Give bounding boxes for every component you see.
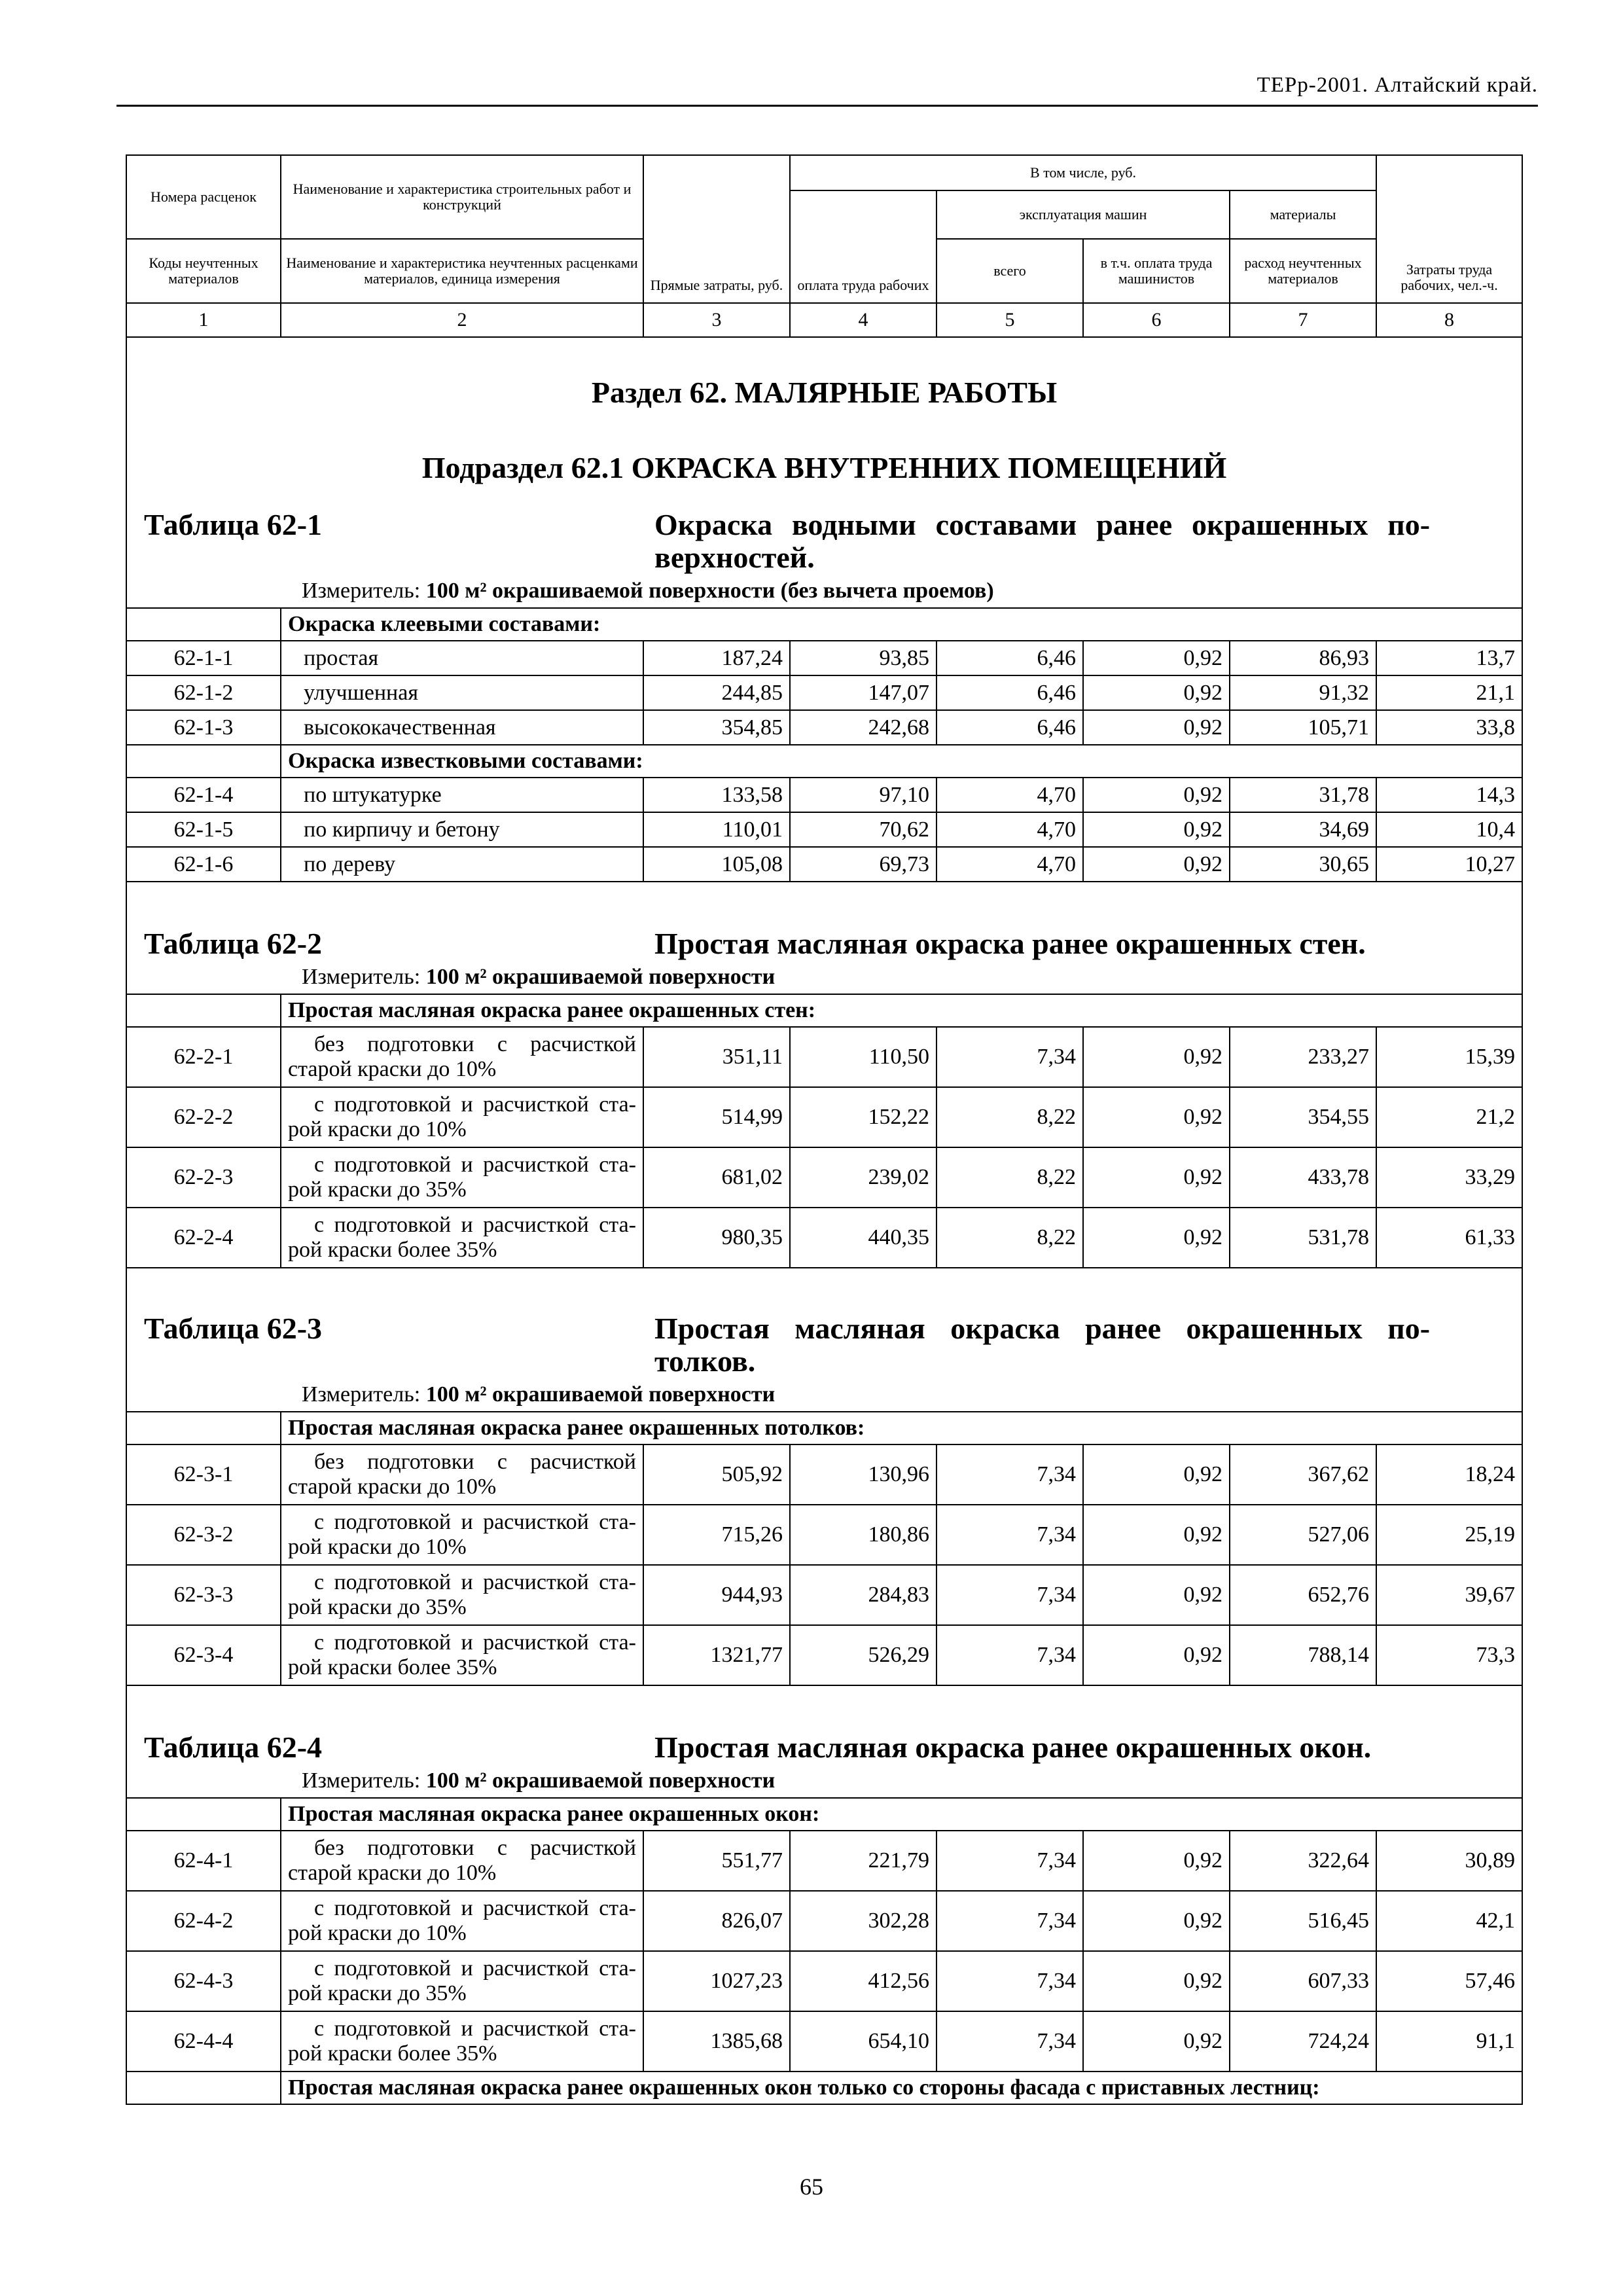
labor-costs: 91,1 — [1376, 2011, 1522, 2072]
direct-costs: 354,85 — [643, 710, 790, 745]
labor-costs: 73,3 — [1376, 1625, 1522, 1685]
work-name: с подготовкой и расчисткой ста-рой краски более 35% — [281, 1208, 643, 1268]
work-name: простая — [281, 641, 643, 675]
direct-costs: 133,58 — [643, 778, 790, 812]
work-name: с подготовкой и расчисткой ста-рой краски до 35% — [281, 1147, 643, 1208]
header-machines: эксплуатация машин — [936, 190, 1230, 239]
machinists-wages: 0,92 — [1083, 2011, 1230, 2072]
machines-total: 7,34 — [936, 2011, 1083, 2072]
header-labor-costs: Затраты труда рабочих, чел.-ч. — [1376, 155, 1522, 303]
direct-costs: 244,85 — [643, 675, 790, 710]
machinists-wages: 0,92 — [1083, 1565, 1230, 1625]
direct-costs: 551,77 — [643, 1831, 790, 1891]
table-title: Простая масляная окраска ранее окрашенных окон. — [654, 1731, 1372, 1764]
table-row — [126, 1565, 1522, 1625]
workers-wages: 130,96 — [790, 1444, 936, 1505]
work-name: улучшенная — [281, 675, 643, 710]
machines-total: 7,34 — [936, 1625, 1083, 1685]
machines-total: 7,34 — [936, 1505, 1083, 1565]
table-row — [126, 1208, 1522, 1268]
labor-costs: 10,4 — [1376, 812, 1522, 847]
header-rate-numbers: Номера расценок — [126, 155, 281, 239]
materials-consumption: 91,32 — [1230, 675, 1376, 710]
rate-code: 62-1-5 — [126, 812, 281, 847]
labor-costs: 57,46 — [1376, 1951, 1522, 2011]
direct-costs: 826,07 — [643, 1891, 790, 1951]
machinists-wages: 0,92 — [1083, 778, 1230, 812]
work-name: с подготовкой и расчисткой ста-рой краски более 35% — [281, 2011, 643, 2072]
header-material-codes: Коды неучтенных материалов — [126, 239, 281, 303]
work-name: по штукатурке — [281, 778, 643, 812]
running-header: ТЕРр-2001. Алтайский край. — [1257, 73, 1538, 97]
rate-code: 62-4-3 — [126, 1951, 281, 2011]
table-row — [126, 812, 1522, 847]
work-name: без подготовки с расчисткой старой краски до 10% — [281, 1027, 643, 1087]
labor-costs: 21,1 — [1376, 675, 1522, 710]
machinists-wages: 0,92 — [1083, 1831, 1230, 1891]
table-row — [126, 1027, 1522, 1087]
table-row — [126, 2011, 1522, 2072]
table-row — [126, 1444, 1522, 1505]
column-number: 3 — [643, 303, 790, 337]
rate-code: 62-1-4 — [126, 778, 281, 812]
direct-costs: 110,01 — [643, 812, 790, 847]
column-number: 6 — [1083, 303, 1230, 337]
header-incl: В том числе, руб. — [790, 155, 1376, 190]
work-name: с подготовкой и расчисткой ста-рой краски более 35% — [281, 1625, 643, 1685]
table-row — [126, 1891, 1522, 1951]
workers-wages: 440,35 — [790, 1208, 936, 1268]
work-name: по дереву — [281, 847, 643, 882]
labor-costs: 33,29 — [1376, 1147, 1522, 1208]
labor-costs: 15,39 — [1376, 1027, 1522, 1087]
workers-wages: 152,22 — [790, 1087, 936, 1147]
rate-code: 62-2-2 — [126, 1087, 281, 1147]
labor-costs: 10,27 — [1376, 847, 1522, 882]
machines-total: 7,34 — [936, 1831, 1083, 1891]
workers-wages: 70,62 — [790, 812, 936, 847]
direct-costs: 1321,77 — [643, 1625, 790, 1685]
workers-wages: 180,86 — [790, 1505, 936, 1565]
materials-consumption: 724,24 — [1230, 2011, 1376, 2072]
header-work-name: Наименование и характеристика строительных работ и конструкций — [281, 155, 643, 239]
machines-total: 4,70 — [936, 812, 1083, 847]
machines-total: 8,22 — [936, 1208, 1083, 1268]
workers-wages: 412,56 — [790, 1951, 936, 2011]
materials-consumption: 516,45 — [1230, 1891, 1376, 1951]
machinists-wages: 0,92 — [1083, 641, 1230, 675]
machinists-wages: 0,92 — [1083, 1891, 1230, 1951]
table-row — [126, 1951, 1522, 2011]
measure-label: Измеритель: — [302, 578, 421, 603]
rate-code: 62-4-1 — [126, 1831, 281, 1891]
work-name: без подготовки с расчисткой старой краски до 10% — [281, 1831, 643, 1891]
rate-code: 62-3-3 — [126, 1565, 281, 1625]
work-name: с подготовкой и расчисткой ста-рой краски до 35% — [281, 1565, 643, 1625]
header-material-names: Наименование и характеристика неучтенных расценками материалов, единица измерения — [281, 239, 643, 303]
machines-total: 7,34 — [936, 1951, 1083, 2011]
machinists-wages: 0,92 — [1083, 1147, 1230, 1208]
table-number: Таблица 62-1 — [144, 508, 323, 541]
workers-wages: 93,85 — [790, 641, 936, 675]
group-title: Простая масляная окраска ранее окрашенных стен: — [281, 994, 1522, 1027]
labor-costs: 33,8 — [1376, 710, 1522, 745]
materials-consumption: 354,55 — [1230, 1087, 1376, 1147]
workers-wages: 302,28 — [790, 1891, 936, 1951]
measure-value: 100 м² окрашиваемой поверхности — [425, 1382, 776, 1407]
machinists-wages: 0,92 — [1083, 1208, 1230, 1268]
machines-total: 4,70 — [936, 778, 1083, 812]
column-number: 8 — [1376, 303, 1522, 337]
table-row — [126, 1087, 1522, 1147]
table-title: Окраска водными составами ранее окрашенных по-верхностей. — [654, 508, 1431, 574]
machines-total: 8,22 — [936, 1147, 1083, 1208]
machines-total: 8,22 — [936, 1087, 1083, 1147]
direct-costs: 514,99 — [643, 1087, 790, 1147]
section-title: Раздел 62. МАЛЯРНЫЕ РАБОТЫ — [591, 376, 1058, 409]
rate-code: 62-2-1 — [126, 1027, 281, 1087]
page-number: 65 — [800, 2174, 823, 2200]
machines-total: 7,34 — [936, 1565, 1083, 1625]
labor-costs: 21,2 — [1376, 1087, 1522, 1147]
rate-code: 62-1-1 — [126, 641, 281, 675]
rate-code: 62-3-1 — [126, 1444, 281, 1505]
header-rule — [116, 105, 1538, 107]
table-number: Таблица 62-3 — [144, 1312, 323, 1345]
workers-wages: 69,73 — [790, 847, 936, 882]
machinists-wages: 0,92 — [1083, 675, 1230, 710]
labor-costs: 61,33 — [1376, 1208, 1522, 1268]
header-materials-consumption: расход неучтенных материалов — [1230, 239, 1376, 303]
materials-consumption: 30,65 — [1230, 847, 1376, 882]
work-name: с подготовкой и расчисткой ста-рой краски до 10% — [281, 1087, 643, 1147]
materials-consumption: 367,62 — [1230, 1444, 1376, 1505]
materials-consumption: 433,78 — [1230, 1147, 1376, 1208]
materials-consumption: 788,14 — [1230, 1625, 1376, 1685]
work-name: высококачественная — [281, 710, 643, 745]
rate-code: 62-1-6 — [126, 847, 281, 882]
work-name: по кирпичу и бетону — [281, 812, 643, 847]
workers-wages: 526,29 — [790, 1625, 936, 1685]
rate-code: 62-1-2 — [126, 675, 281, 710]
workers-wages: 284,83 — [790, 1565, 936, 1625]
labor-costs: 42,1 — [1376, 1891, 1522, 1951]
machines-total: 7,34 — [936, 1027, 1083, 1087]
group-title: Простая масляная окраска ранее окрашенных окон только со стороны фасада с приставных лестниц: — [281, 2072, 1522, 2104]
table-row — [126, 778, 1522, 812]
machinists-wages: 0,92 — [1083, 812, 1230, 847]
materials-consumption: 322,64 — [1230, 1831, 1376, 1891]
direct-costs: 681,02 — [643, 1147, 790, 1208]
group-title: Простая масляная окраска ранее окрашенных потолков: — [281, 1412, 1522, 1444]
table-row — [126, 1505, 1522, 1565]
subsection-title: Подраздел 62.1 ОКРАСКА ВНУТРЕННИХ ПОМЕЩЕНИЙ — [421, 451, 1227, 484]
column-number: 2 — [281, 303, 643, 337]
materials-consumption: 34,69 — [1230, 812, 1376, 847]
machinists-wages: 0,92 — [1083, 1951, 1230, 2011]
header-direct-costs: Прямые затраты, руб. — [643, 155, 790, 303]
direct-costs: 105,08 — [643, 847, 790, 882]
labor-costs: 30,89 — [1376, 1831, 1522, 1891]
workers-wages: 654,10 — [790, 2011, 936, 2072]
work-name: с подготовкой и расчисткой ста-рой краски до 10% — [281, 1505, 643, 1565]
machinists-wages: 0,92 — [1083, 1027, 1230, 1087]
machinists-wages: 0,92 — [1083, 1087, 1230, 1147]
machines-total: 6,46 — [936, 710, 1083, 745]
materials-consumption: 652,76 — [1230, 1565, 1376, 1625]
table-row — [126, 710, 1522, 745]
machines-total: 6,46 — [936, 675, 1083, 710]
rate-code: 62-2-4 — [126, 1208, 281, 1268]
materials-consumption: 531,78 — [1230, 1208, 1376, 1268]
machines-total: 7,34 — [936, 1444, 1083, 1505]
labor-costs: 13,7 — [1376, 641, 1522, 675]
column-number: 4 — [790, 303, 936, 337]
measure-value: 100 м² окрашиваемой поверхности — [425, 1768, 776, 1793]
workers-wages: 221,79 — [790, 1831, 936, 1891]
machines-total: 6,46 — [936, 641, 1083, 675]
rate-code: 62-1-3 — [126, 710, 281, 745]
table-number: Таблица 62-4 — [144, 1731, 323, 1764]
materials-consumption: 31,78 — [1230, 778, 1376, 812]
measure-label: Измеритель: — [302, 964, 421, 989]
direct-costs: 187,24 — [643, 641, 790, 675]
labor-costs: 18,24 — [1376, 1444, 1522, 1505]
labor-costs: 39,67 — [1376, 1565, 1522, 1625]
machinists-wages: 0,92 — [1083, 1625, 1230, 1685]
measure-label: Измеритель: — [302, 1382, 421, 1407]
direct-costs: 1027,23 — [643, 1951, 790, 2011]
workers-wages: 242,68 — [790, 710, 936, 745]
rate-code: 62-3-4 — [126, 1625, 281, 1685]
labor-costs: 14,3 — [1376, 778, 1522, 812]
header-machinists-wages: в т.ч. оплата труда машинистов — [1083, 239, 1230, 303]
workers-wages: 239,02 — [790, 1147, 936, 1208]
machinists-wages: 0,92 — [1083, 1505, 1230, 1565]
table-row — [126, 1147, 1522, 1208]
rates-table — [126, 154, 1523, 2105]
materials-consumption: 105,71 — [1230, 710, 1376, 745]
machines-total: 7,34 — [936, 1891, 1083, 1951]
group-title: Окраска клеевыми составами: — [281, 608, 1522, 641]
machines-total: 4,70 — [936, 847, 1083, 882]
workers-wages: 110,50 — [790, 1027, 936, 1087]
measure-value: 100 м² окрашиваемой поверхности — [425, 964, 776, 989]
direct-costs: 505,92 — [643, 1444, 790, 1505]
materials-consumption: 233,27 — [1230, 1027, 1376, 1087]
column-number: 5 — [936, 303, 1083, 337]
group-title: Окраска известковыми составами: — [281, 745, 1522, 778]
header-wages: оплата труда рабочих — [790, 190, 936, 303]
work-name: без подготовки с расчисткой старой краски до 10% — [281, 1444, 643, 1505]
table-row — [126, 675, 1522, 710]
direct-costs: 351,11 — [643, 1027, 790, 1087]
materials-consumption: 86,93 — [1230, 641, 1376, 675]
table-row — [126, 1831, 1522, 1891]
rate-code: 62-2-3 — [126, 1147, 281, 1208]
table-row — [126, 1625, 1522, 1685]
measure-value: 100 м² окрашиваемой поверхности (без вычета проемов) — [425, 578, 994, 603]
direct-costs: 715,26 — [643, 1505, 790, 1565]
group-title: Простая масляная окраска ранее окрашенных окон: — [281, 1798, 1522, 1831]
machinists-wages: 0,92 — [1083, 1444, 1230, 1505]
workers-wages: 97,10 — [790, 778, 936, 812]
table-number: Таблица 62-2 — [144, 927, 323, 960]
materials-consumption: 607,33 — [1230, 1951, 1376, 2011]
header-machines-total: всего — [936, 239, 1083, 303]
rate-code: 62-3-2 — [126, 1505, 281, 1565]
work-name: с подготовкой и расчисткой ста-рой краски до 35% — [281, 1951, 643, 2011]
labor-costs: 25,19 — [1376, 1505, 1522, 1565]
work-name: с подготовкой и расчисткой ста-рой краски до 10% — [281, 1891, 643, 1951]
header-materials: материалы — [1230, 190, 1376, 239]
measure-label: Измеритель: — [302, 1768, 421, 1793]
machinists-wages: 0,92 — [1083, 710, 1230, 745]
direct-costs: 980,35 — [643, 1208, 790, 1268]
workers-wages: 147,07 — [790, 675, 936, 710]
rate-code: 62-4-4 — [126, 2011, 281, 2072]
table-row — [126, 641, 1522, 675]
direct-costs: 1385,68 — [643, 2011, 790, 2072]
table-title: Простая масляная окраска ранее окрашенных стен. — [654, 927, 1366, 960]
table-row — [126, 847, 1522, 882]
direct-costs: 944,93 — [643, 1565, 790, 1625]
table-title: Простая масляная окраска ранее окрашенных по-толков. — [654, 1312, 1431, 1378]
column-number: 1 — [126, 303, 281, 337]
rate-code: 62-4-2 — [126, 1891, 281, 1951]
materials-consumption: 527,06 — [1230, 1505, 1376, 1565]
machinists-wages: 0,92 — [1083, 847, 1230, 882]
column-number: 7 — [1230, 303, 1376, 337]
